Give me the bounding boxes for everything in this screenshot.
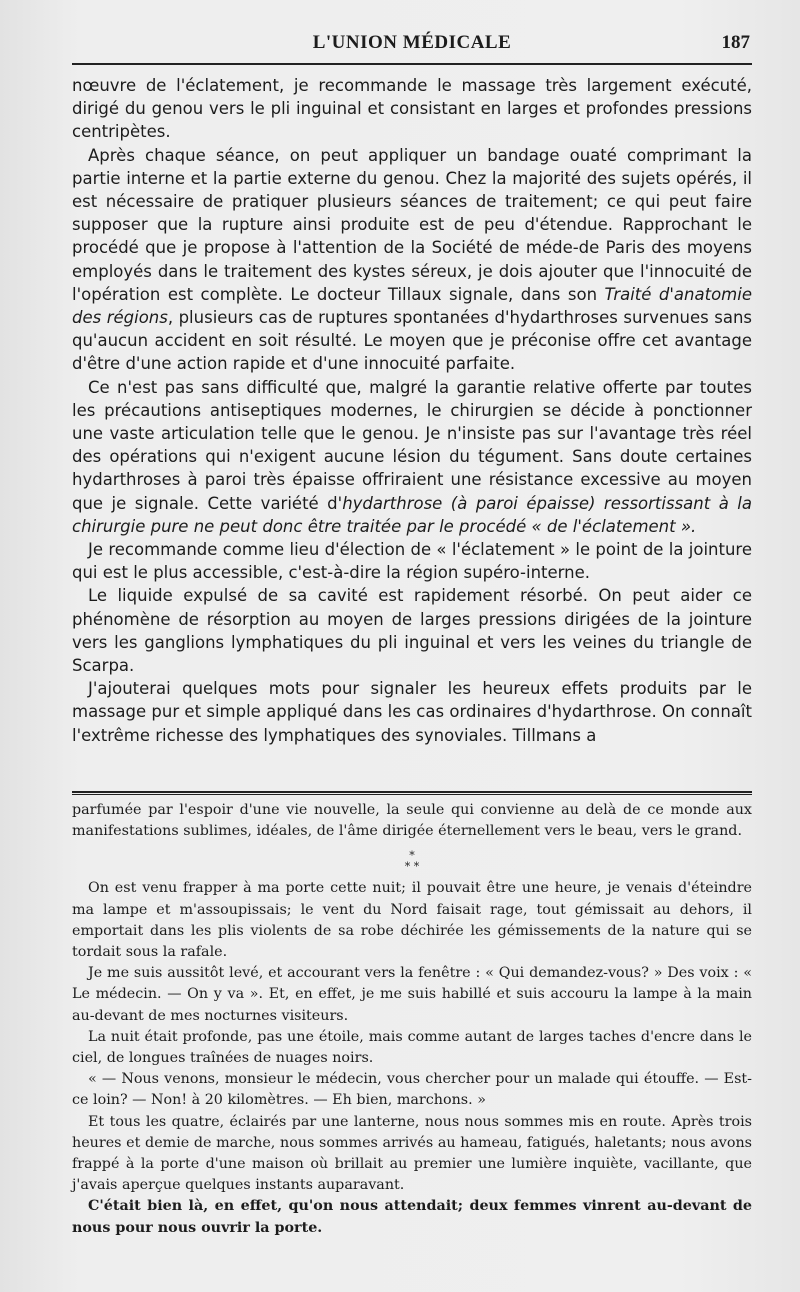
paragraph (72, 376, 752, 538)
running-title: L'UNION MÉDICALE (312, 32, 512, 53)
section-break-stars (72, 850, 752, 872)
paragraph-text: Ce n'est pas sans difficulté que, malgré la garantie relative offerte par toutes les précautions antiseptiques modernes, le chirurgien se décide à ponctionner une vaste articulation telle que le genou. Je n'insiste pas sur l'avantage très réel des opérations qui n'exigent aucune lésion du tégument. Sans doute certaines hydarthroses à paroi très épaisse offriraient une résistance excessive au moyen que je signale. Cette variété d' (72, 377, 752, 513)
feuilleton-rule (72, 791, 752, 795)
italic-passage: hydarthrose (à paroi épaisse) ressortissant à la chirurgie pure ne peut donc être traitée par le procédé « de l'éclatement ». (72, 493, 752, 536)
header-rule (72, 63, 752, 65)
paragraph: Je me suis aussitôt levé, et accourant vers la fenêtre : « Qui demandez-vous? » Des voix : « Le médecin. — On y va ». Et, en effet, je me suis habillé et suis accouru la lampe à la main au-devant de mes nocturnes visiteurs. (72, 965, 752, 1024)
paragraph: Le liquide expulsé de sa cavité est rapidement résorbé. On peut aider ce phénomène de résorption au moyen de larges pressions dirigées de la jointure vers les ganglions lymphatiques du pli inguinal et vers les veines du triangle de Scarpa. (72, 586, 752, 676)
paragraph: Et tous les quatre, éclairés par une lanterne, nous nous sommes mis en route. Après trois heures et demie de marche, nous sommes arrivés au hameau, fatigués, haletants; nous avons frappé à la porte d'une maison où brillait au premier une lumière inquiète, vacillante, que j'avais aperçue quelques instants auparavant. (72, 1113, 752, 1194)
paragraph: Je recommande comme lieu d'élection de « l'éclatement » le point de la jointure qui est le plus accessible, c'est-à-dire la région supéro-interne. (72, 540, 752, 583)
paragraph: « — Nous venons, monsieur le médecin, vous chercher pour un malade qui étouffe. — Est-ce loin? — Non! à 20 kilomètres. — Eh bien, marchons. » (72, 1071, 752, 1109)
page-number: 187 (721, 32, 750, 53)
star-bottom: * * (404, 860, 420, 874)
paragraph: parfumée par l'espoir d'une vie nouvelle, la seule qui convienne au delà de ce monde aux manifestations sublimes, idéales, de l'âme dirigée éternellement vers le beau, vers le grand. (72, 802, 752, 840)
paragraph: On est venu frapper à ma porte cette nuit; il pouvait être une heure, je venais d'éteindre ma lampe et m'assoupissais; le vent du Nord faisait rage, tout gémissait au dehors, il emportait dans les plis violents de sa robe déchirée les gémissements de la nature qui se tordait sous la rafale. (72, 880, 752, 961)
page-header (72, 30, 752, 60)
paragraph-text: , plusieurs cas de ruptures spontanées d'hydarthroses survenues sans qu'aucun accident en soit résulté. Le moyen que je préconise offre cet avantage d'être d'une action rapide et d'une innocuité parfaite. (72, 308, 753, 374)
paragraph (72, 144, 752, 376)
paragraph: nœuvre de l'éclatement, je recommande le massage très largement exécuté, dirigé du genou vers le pli inguinal et consistant en larges et profondes pressions centripètes. (72, 76, 752, 142)
star-top: * (409, 849, 415, 863)
paragraph-text: Après chaque séance, on peut appliquer un bandage ouaté comprimant la partie interne et la partie externe du genou. Chez la majorité des sujets opérés, il est nécessaire de pratiquer plusieurs séances de traitement; ce qui peut faire supposer que la rupture ainsi produite est de peu d'étendue. Rapprochant le procédé que je propose à l'attention de la Société de méde-de Paris des moyens employés dans le traitement des kystes séreux, je dois ajouter que l'innocuité de l'opération est complète. Le docteur Tillaux signale, dans son (72, 145, 752, 304)
feuilleton-text (72, 800, 752, 1239)
book-title: Traité d'anatomie des régions (72, 284, 752, 328)
main-text (72, 74, 752, 747)
paragraph: La nuit était profonde, pas une étoile, mais comme autant de larges taches d'encre dans le ciel, de longues traînées de nuages noirs. (72, 1028, 752, 1067)
paragraph: J'ajouterai quelques mots pour signaler les heureux effets produits par le massage pur et simple appliqué dans les cas ordinaires d'hydarthrose. On connaît l'extrême richesse des lymphatiques des synoviales. Tillmans a (72, 679, 752, 745)
paragraph: C'était bien là, en effet, qu'on nous attendait; deux femmes vinrent au-devant de nous pour nous ouvrir la porte. (72, 1198, 752, 1236)
